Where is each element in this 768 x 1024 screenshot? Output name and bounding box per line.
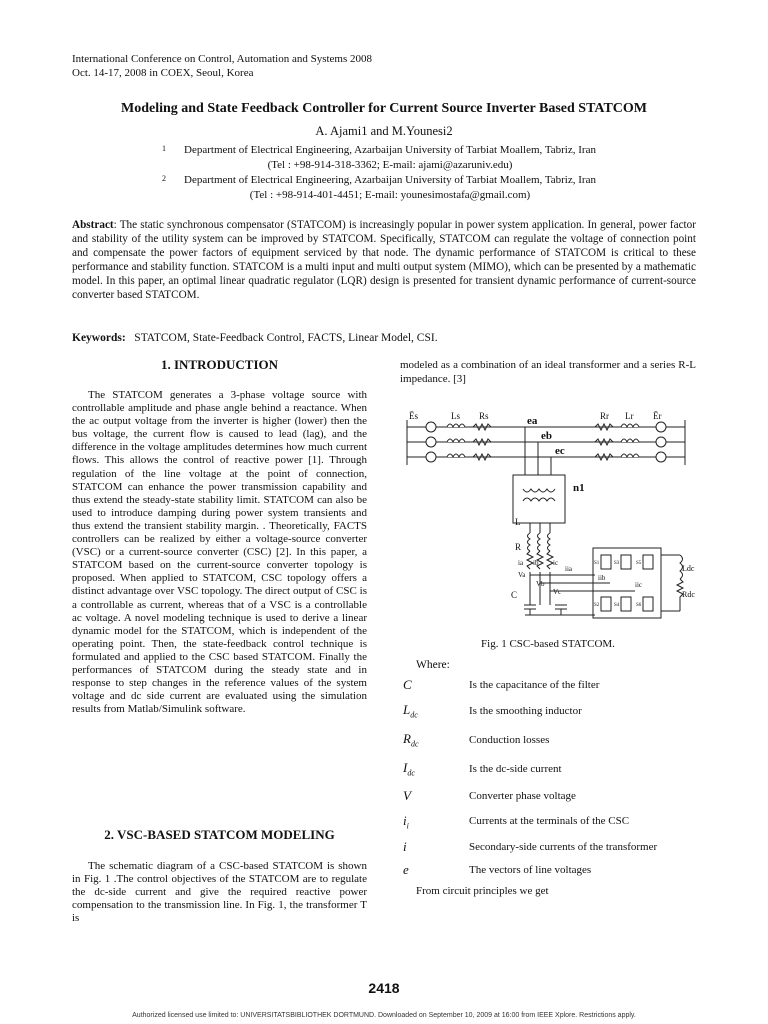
label-ia: ia xyxy=(518,559,524,567)
inductor-l-a xyxy=(528,533,531,551)
label-iic: iic xyxy=(635,581,642,589)
switch-s1 xyxy=(601,555,611,569)
label-iib: iib xyxy=(598,574,606,582)
transformer-secondary xyxy=(523,498,555,501)
label-ic: ic xyxy=(553,559,559,567)
section-heading-introduction: 1. INTRODUCTION xyxy=(160,357,278,372)
label-s3: S3 xyxy=(614,561,620,566)
vsc-modeling-text xyxy=(72,860,367,925)
affiliation-contact: (Tel : +98-914-401-4451; E-mail: younesimostafa@gmail.com) xyxy=(249,189,531,201)
label-l: L xyxy=(515,517,521,527)
label-r: R xyxy=(515,542,522,552)
abstract xyxy=(72,218,696,302)
inductor-ls-c xyxy=(447,454,465,457)
label-s6: S6 xyxy=(636,603,642,608)
inductor-ls-b xyxy=(447,439,465,442)
source-es-c xyxy=(426,452,436,462)
conference-name: International Conference on Control, Automation and Systems 2008 xyxy=(72,53,373,65)
keywords xyxy=(72,332,438,344)
paper-authors: A. Ajami1 and M.Younesi2 xyxy=(315,124,453,138)
switch-s6 xyxy=(643,597,653,611)
vsc-modeling-paragraph: The schematic diagram of a CSC-based STATCOM is shown in Fig. 1 .The control objectives of the STATCOM are to regulate the dc-side current and give the required reactive power compensation to the transmission line. In Fig. 1, the transformer T is xyxy=(72,860,367,925)
affiliation-1 xyxy=(110,143,670,173)
switch-s2 xyxy=(601,597,611,611)
inductor-lr-c xyxy=(621,454,639,457)
symbol-idc-description: Is the dc-side current xyxy=(469,763,562,775)
paper-title: Modeling and State Feedback Controller for Current Source Inverter Based STATCOM xyxy=(120,101,647,116)
switch-s3 xyxy=(621,555,631,569)
label-eb: eb xyxy=(541,430,552,442)
affiliation-number: 1 xyxy=(162,144,167,153)
symbol-rdc: $R_{dc}$ xyxy=(403,731,419,749)
label-c: C xyxy=(511,590,518,600)
label-ea: ea xyxy=(527,415,538,427)
transformer-primary xyxy=(523,489,555,492)
closing-text: From circuit principles we get xyxy=(416,885,549,897)
introduction-text xyxy=(72,389,367,716)
column2-paragraph: modeled as a combination of an ideal transformer and a series R-L impedance. [3] xyxy=(400,359,696,385)
symbol-ii: $i_i$ xyxy=(403,813,409,831)
symbol-ldc-description: Is the smoothing inductor xyxy=(469,705,582,717)
affiliation-dept: Department of Electrical Engineering, Azarbaijan University of Tarbiat Moallem, Tabriz, Iran xyxy=(184,144,596,156)
label-s4: S4 xyxy=(614,603,620,608)
symbol-v: V xyxy=(403,788,411,803)
label-lr: Lr xyxy=(625,411,634,421)
source-es-b xyxy=(426,437,436,447)
affiliation-2 xyxy=(110,173,670,203)
csc-statcom-figure xyxy=(395,405,700,630)
affiliation-contact: (Tel : +98-914-318-3362; E-mail: ajami@azaruniv.edu) xyxy=(267,159,513,171)
section-heading-vsc-modeling: 2. VSC-BASED STATCOM MODELING xyxy=(104,827,335,842)
where-label: Where: xyxy=(416,659,450,671)
transformer-box xyxy=(513,475,565,523)
conference-date: Oct. 14-17, 2008 in COEX, Seoul, Korea xyxy=(72,67,254,79)
inductor-l-c xyxy=(548,533,551,551)
affiliation-dept: Department of Electrical Engineering, Azarbaijan University of Tarbiat Moallem, Tabriz, Iran xyxy=(184,174,596,186)
symbol-ii-description: Currents at the terminals of the CSC xyxy=(469,815,630,827)
label-er: Ēr xyxy=(653,411,662,421)
inductor-lr-a xyxy=(621,424,639,427)
keywords-text: STATCOM, State-Feedback Control, FACTS, Linear Model, CSI. xyxy=(134,332,438,344)
label-rdc: Rdc xyxy=(682,590,695,599)
symbol-c: C xyxy=(403,677,412,692)
label-ib: ib xyxy=(533,559,539,567)
label-n1: n1 xyxy=(573,482,585,494)
page-number: 2418 xyxy=(368,980,400,996)
switch-s5 xyxy=(643,555,653,569)
inductor-ls-a xyxy=(447,424,465,427)
affiliation-number: 2 xyxy=(162,174,167,183)
label-s2: S2 xyxy=(594,603,600,608)
symbol-v-description: Converter phase voltage xyxy=(469,790,576,802)
label-s1: S1 xyxy=(594,561,600,566)
label-iia: iia xyxy=(565,565,572,573)
label-s5: S5 xyxy=(636,561,642,566)
figure-caption: Fig. 1 CSC-based STATCOM. xyxy=(481,638,615,650)
label-vb: Vb xyxy=(536,580,545,588)
symbol-i: i xyxy=(403,839,407,854)
label-es: Ēs xyxy=(409,411,418,421)
conference-header xyxy=(72,52,372,80)
source-es-a xyxy=(426,422,436,432)
abstract-label: Abstract xyxy=(72,219,114,231)
introduction-paragraph: The STATCOM generates a 3-phase voltage source with controllable amplitude and phase angle behind a reactance. When the ac output voltage from the inverter is higher (lower) then the bus voltage, the current flow is caused to lead (lag), and the difference in the voltage amplitudes determines how much current flows. This allows the control of reactive power [1]. Through regulation of the line voltage at the point of connection, STATCOM can enhance the power transmission capability and thus extend the steady-state stability limit. STATCOM can also be used to introduce damping during power system transients and thus extend the transient stability margin. . Theoretically, FACTS controllers can be realized by either a voltage-source converter (VSC) or a current-source converter (CSC) [2]. In this paper, a STATCOM based on the current-source converter topology is proposed. When applied to STATCOM, CSC topology offers a distinct advantage over VSC topology. The direct output of CSC is a controllable as current, whereas that of a VSC is a controllable ac voltage. A novel modeling technique is used to derive a linear dynamic model for the STATCOM, which is independent of the operating point. Then, the state-feedback control technique is formulated and applied to the CSC based STATCOM. Finally the performances of STATCOM during the steady state and in response to step changes in the reference values of the system voltage and dc side current are evaluated using the simulation results from Matlab/Simulink software. xyxy=(72,389,367,716)
symbol-e: e xyxy=(403,862,409,877)
abstract-text: : The static synchronous compensator (STATCOM) is increasingly popular in power system application. In general, power factor and stability of the utility system can be improved by STATCOM. Specifically, STATCOM can regulate the voltage of connection point and compensate the power factors of equipment serviced by that node. The dynamic performance of STATCOM is critical to these performance and stability function. STATCOM is a multi input and multi output system (MIMO), which can be presented by a mathematic model. In this paper, an optimal linear quadratic regulator (LQR) design is presented for transient dynamic performance of current-source converter based STATCOM. xyxy=(72,219,696,301)
symbol-rdc-description: Conduction losses xyxy=(469,734,550,746)
inductor-l-b xyxy=(538,533,541,551)
label-ls: Ls xyxy=(451,411,460,421)
source-er-a xyxy=(656,422,666,432)
source-er-b xyxy=(656,437,666,447)
keywords-label: Keywords: xyxy=(72,332,126,344)
license-footer: Authorized licensed use limited to: UNIVERSITATSBIBLIOTHEK DORTMUND. Downloaded on September 10, 2009 at 16:00 from IEEE Xplore. Restrictions apply. xyxy=(132,1012,636,1019)
symbol-e-description: The vectors of line voltages xyxy=(469,864,592,876)
switch-s4 xyxy=(621,597,631,611)
symbol-i-description: Secondary-side currents of the transformer xyxy=(469,841,658,853)
source-er-c xyxy=(656,452,666,462)
inductor-lr-b xyxy=(621,439,639,442)
symbol-idc: $I_{dc}$ xyxy=(403,760,415,778)
label-vc: Vc xyxy=(553,588,562,596)
label-rr: Rr xyxy=(600,411,609,421)
label-ldc: Ldc xyxy=(682,564,695,573)
label-ec: ec xyxy=(555,445,565,457)
symbol-c-description: Is the capacitance of the filter xyxy=(469,679,600,691)
label-va: Va xyxy=(518,571,526,579)
label-rs: Rs xyxy=(479,411,489,421)
symbol-ldc: $L_{dc}$ xyxy=(403,702,418,720)
column2-text xyxy=(400,359,696,386)
